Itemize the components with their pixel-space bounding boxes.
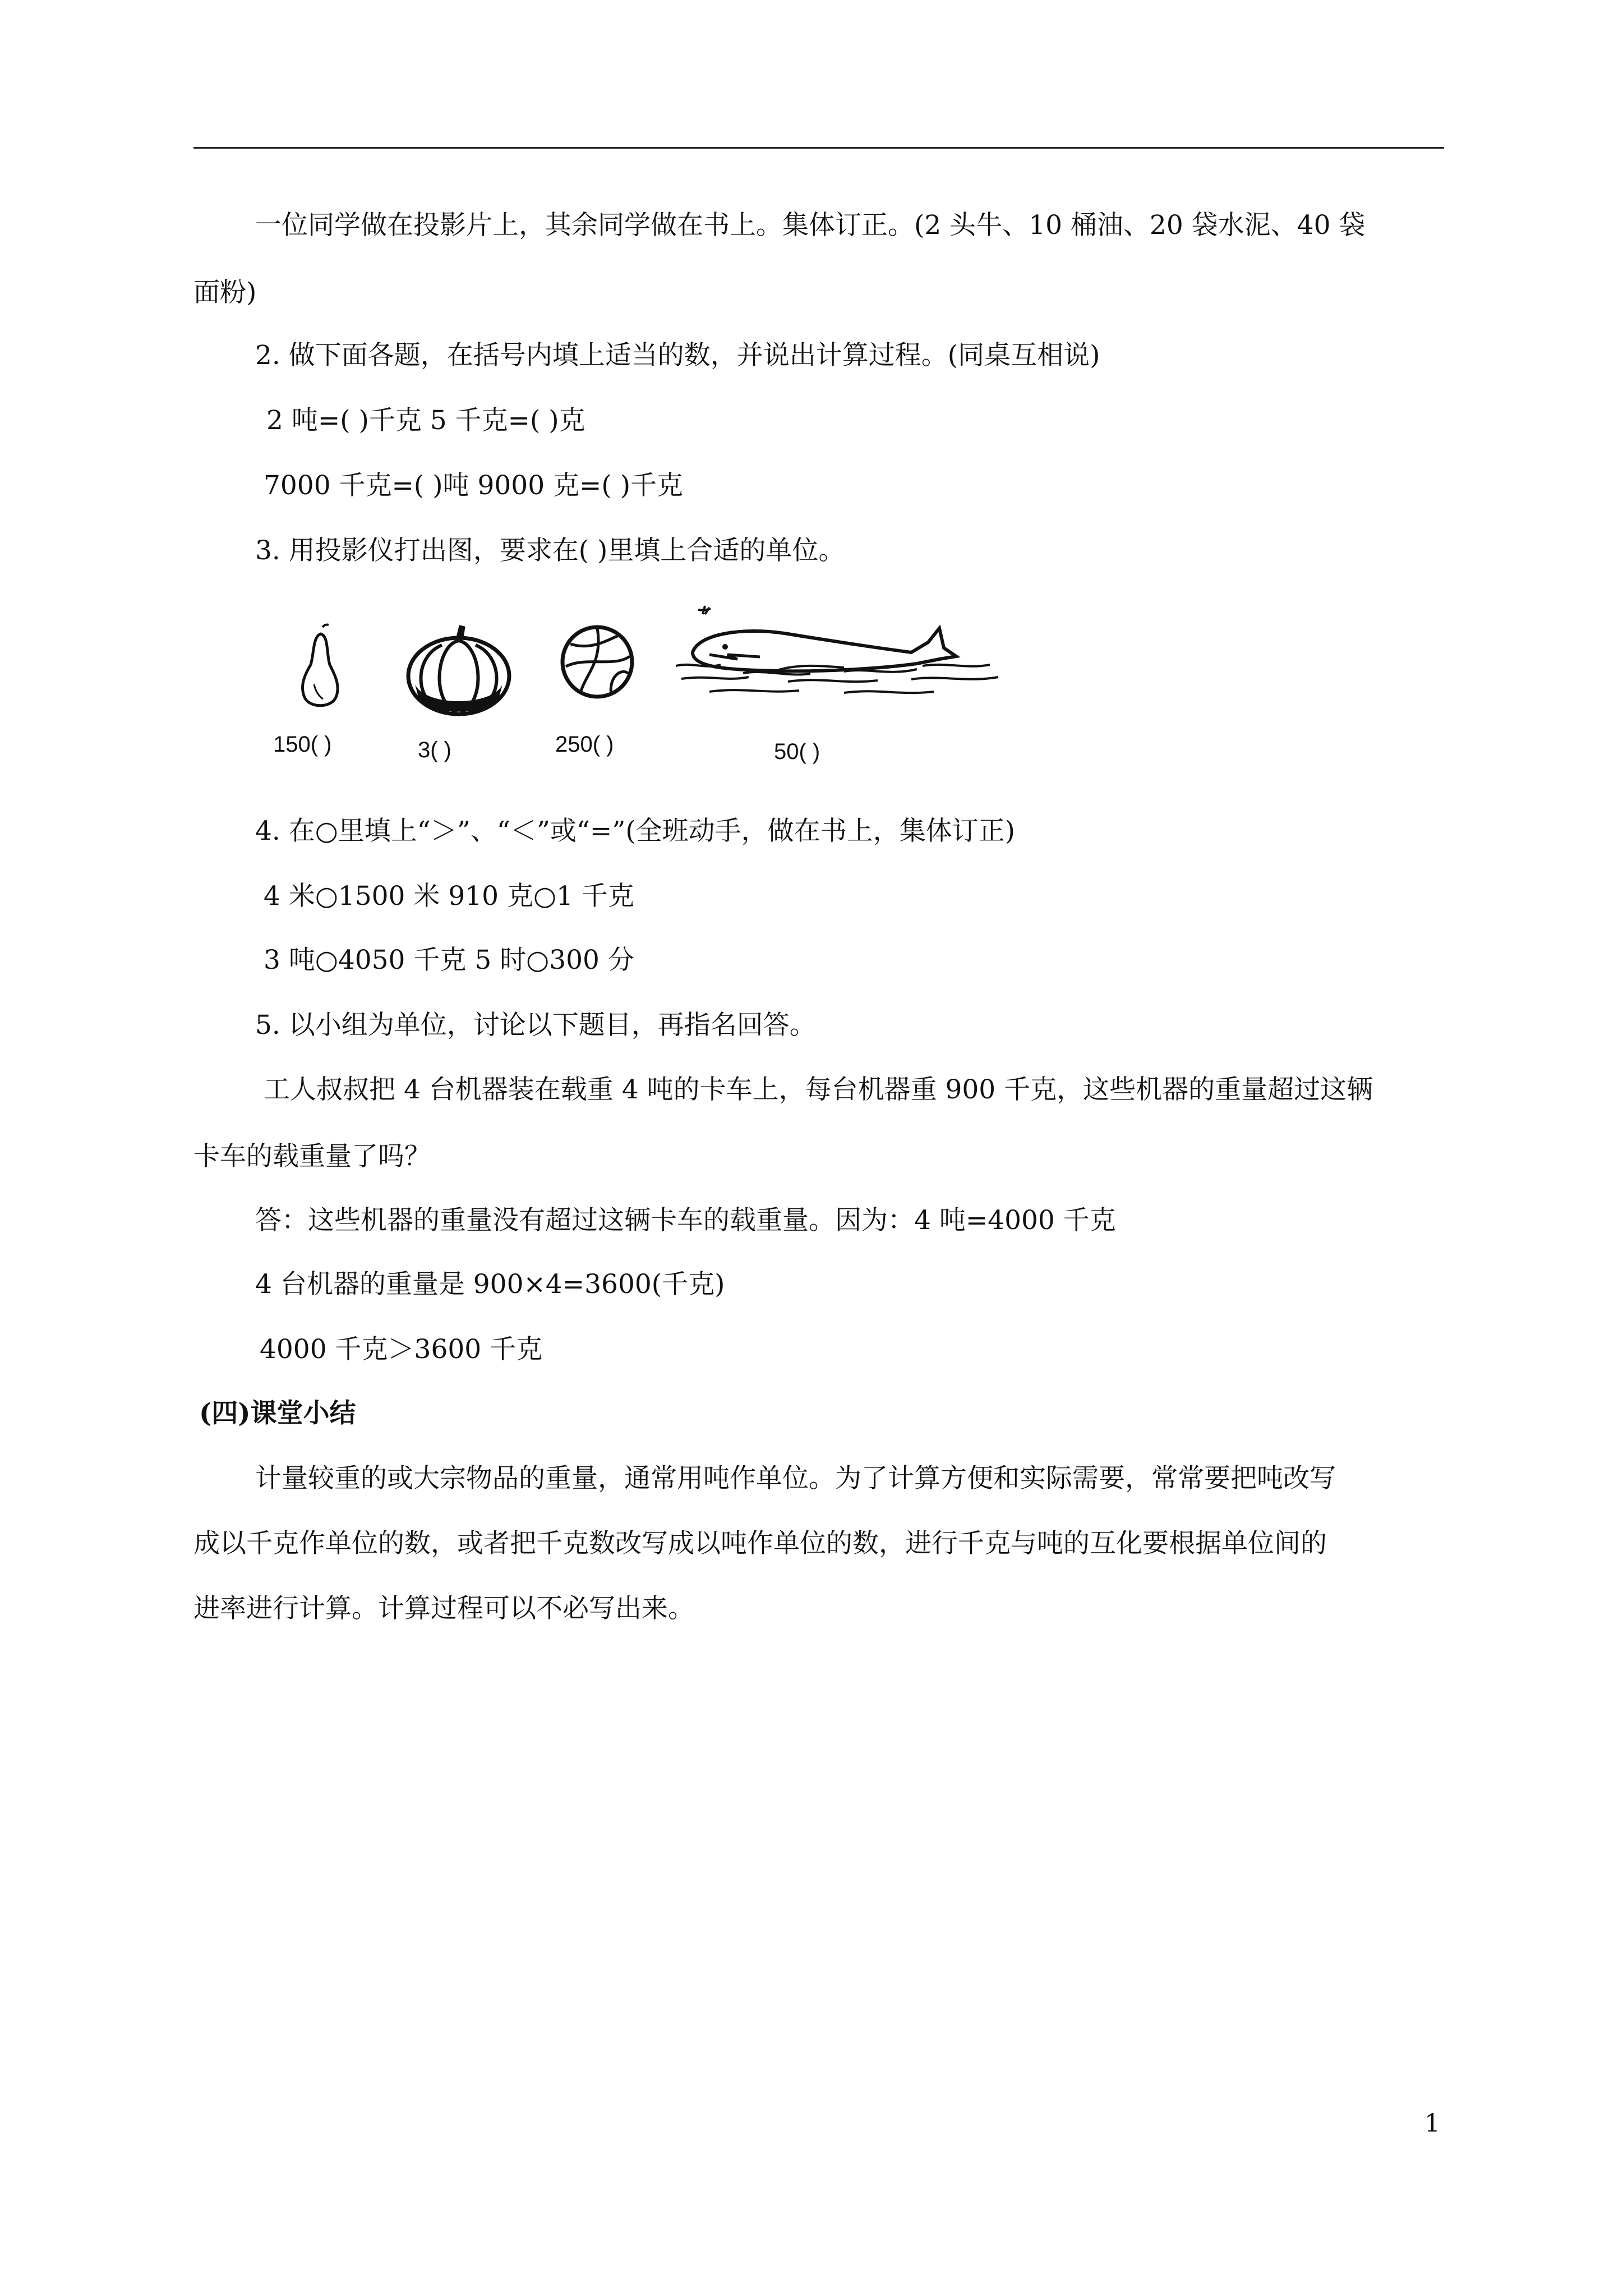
summary-line: 进率进行计算。计算过程可以不必写出来。 (193, 1593, 694, 1624)
ball-caption: 250( ) (555, 732, 614, 757)
paragraph-line: 面粉) (193, 277, 257, 308)
exercise-5-heading: 5. 以小组为单位，讨论以下题目，再指名回答。 (255, 1010, 816, 1041)
paragraph-line: 一位同学做在投影片上，其余同学做在书上。集体订正。(2 头牛、10 桶油、20 袋水泥、40 袋 (255, 210, 1366, 241)
answer-line: 4 台机器的重量是 900×4=3600(千克) (255, 1269, 725, 1300)
whale-caption: 50( ) (774, 739, 820, 764)
exercise-4-item: 4 米○1500 米 910 克○1 千克 (264, 881, 634, 912)
exercise-2-item: 2 吨=( )千克 5 千克=( )克 (266, 405, 585, 436)
paragraph-line: 卡车的载重量了吗？ (193, 1141, 431, 1172)
header-rule (193, 147, 1444, 149)
exercise-4-item: 3 吨○4050 千克 5 时○300 分 (264, 945, 634, 976)
exercise-3-heading: 3. 用投影仪打出图，要求在( )里填上合适的单位。 (255, 535, 845, 566)
pear-icon (292, 623, 348, 712)
pumpkin-icon (403, 623, 515, 718)
exercise-4-heading: 4. 在○里填上“＞”、“＜”或“=”(全班动手，做在书上，集体订正) (255, 816, 1016, 846)
pear-caption: 150( ) (273, 732, 332, 757)
exercise-2-item: 7000 千克=( )吨 9000 克=( )千克 (264, 470, 684, 501)
whale-icon (676, 603, 1001, 701)
summary-line: 计量较重的或大宗物品的重量，通常用吨作单位。为了计算方便和实际需要，常常要把吨改写 (255, 1463, 1336, 1494)
ball-icon (558, 623, 637, 701)
answer-line: 答：这些机器的重量没有超过这辆卡车的载重量。因为：4 吨=4000 千克 (255, 1205, 1116, 1236)
pumpkin-caption: 3( ) (418, 738, 451, 762)
paragraph-line: 工人叔叔把 4 台机器装在载重 4 吨的卡车上，每台机器重 900 千克，这些机器的重量超过这辆 (264, 1074, 1373, 1105)
answer-line: 4000 千克＞3600 千克 (260, 1334, 543, 1365)
section-heading: (四)课堂小结 (199, 1398, 356, 1429)
summary-line: 成以千克作单位的数，或者把千克数改写成以吨作单位的数，进行千克与吨的互化要根据单位间的 (193, 1528, 1327, 1559)
exercise-2-heading: 2. 做下面各题，在括号内填上适当的数，并说出计算过程。(同桌互相说) (255, 340, 1100, 371)
page-number: 1 (1424, 2109, 1440, 2138)
